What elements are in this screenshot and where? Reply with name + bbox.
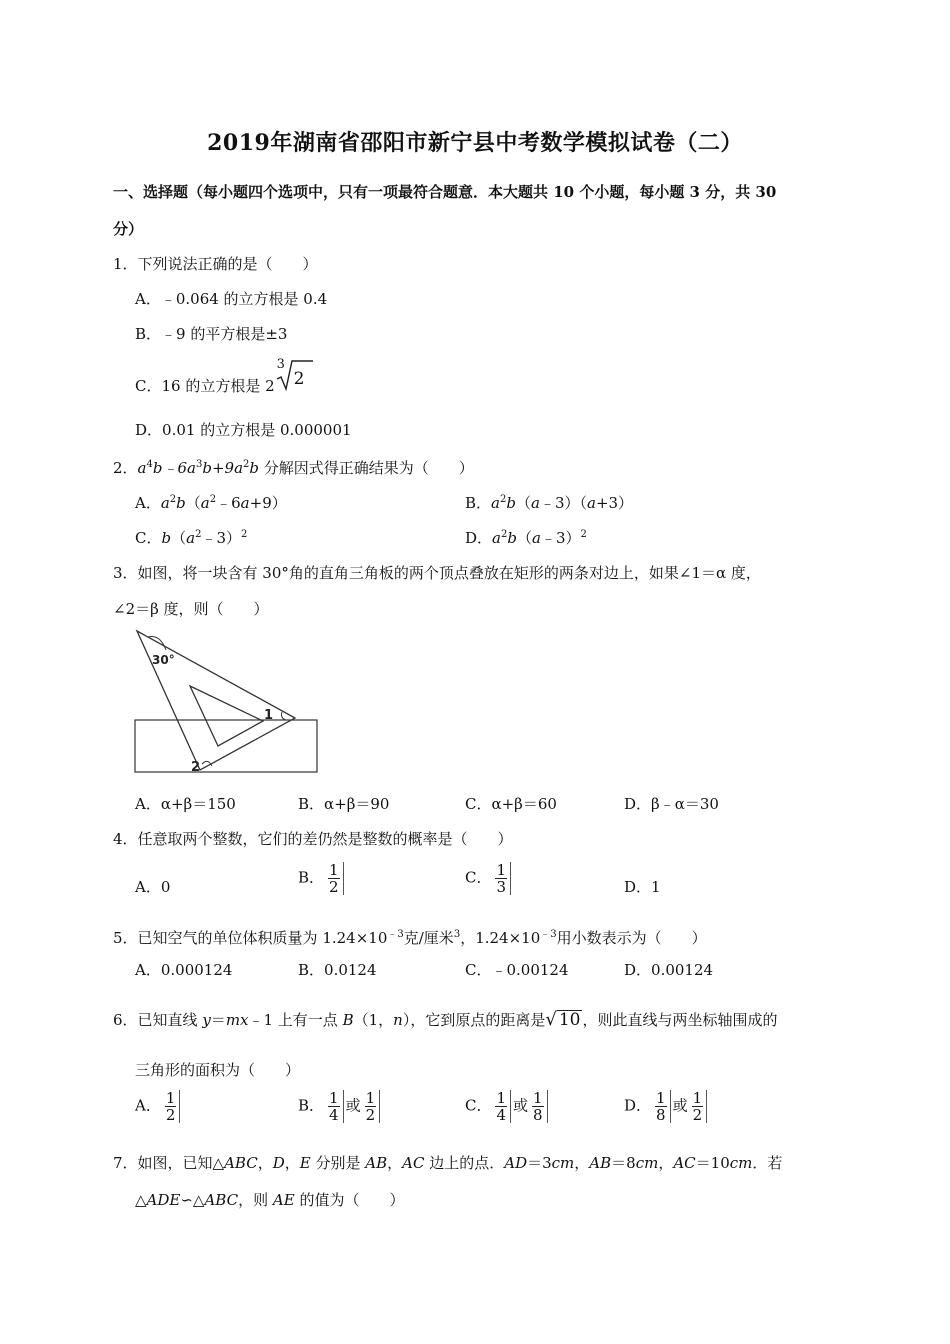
q1-option-a: A．﹣0.064 的立方根是 0.4 xyxy=(135,290,328,308)
rectangle-shape xyxy=(135,720,317,772)
q1-stem: 1．下列说法正确的是（ ） xyxy=(113,255,318,273)
q4-option-d: D．1 xyxy=(624,878,661,896)
q2-option-c: C．$b(a^2﹣3)^2$ xyxy=(135,529,248,547)
q6-option-a: A． $\frac{1}{2}$ xyxy=(135,1090,182,1123)
q4-option-a: A．0 xyxy=(135,878,171,896)
section-heading-cont: 分） xyxy=(113,220,144,238)
q6-stem-line1: 6．已知直线 y＝mx﹣1 上有一点 B（1，n），它到原点的距离是√ 10 ，则此直线与两坐标轴围成的 xyxy=(113,1009,778,1030)
cube-root-radicand: 2 xyxy=(293,369,305,389)
q5-option-b: B．0.0124 xyxy=(298,961,377,979)
q5-stem: 5．已知空气的单位体积质量为 $1.24\times 10^{﹣3}$克/厘米$^3$，$1.24\times 10^{﹣3}$用小数表示为（ ） xyxy=(113,929,707,947)
q5-option-d: D．0.00124 xyxy=(624,961,714,979)
fraction: $\frac{1}{2}$ xyxy=(690,1090,708,1123)
fraction: $\frac{1}{4}$ xyxy=(326,1090,344,1123)
section-heading: 一、选择题（每小题四个选项中，只有一项最符合题意．本大题共 10 个小题，每小题 3 分，共 30 xyxy=(113,183,777,201)
q4-stem: 4．任意取两个整数，它们的差仍然是整数的概率是（ ） xyxy=(113,830,513,848)
q5-option-c: C．﹣0.00124 xyxy=(465,961,569,979)
q4-option-c: C． $\frac{1}{3}$ xyxy=(465,862,513,895)
label-1: 1 xyxy=(264,708,274,723)
cube-root-index: 3 xyxy=(276,357,285,372)
fraction: $\frac{1}{3}$ xyxy=(493,862,511,895)
label-30: 30° xyxy=(152,653,175,667)
q5-option-a: A．0.000124 xyxy=(135,961,233,979)
q3-option-d: D．β﹣α＝30 xyxy=(624,795,719,813)
q7-stem-line1: 7．如图，已知△ABC，D，E 分别是 AB，AC 边上的点．AD＝3cm，AB＝8cm，AC＝10cm．若 xyxy=(113,1154,783,1172)
q3-option-c: C．α+β＝60 xyxy=(465,795,557,813)
q2-stem: 2．$a^4b﹣6a^3b+9a^2b$ 分解因式得正确结果为（ ） xyxy=(113,459,474,477)
q3-stem-line2: ∠2＝β 度，则（ ） xyxy=(113,600,269,618)
fraction: $\frac{1}{2}$ xyxy=(163,1090,181,1123)
q6-option-d: D． $\frac{1}{8}$ 或 $\frac{1}{2}$ xyxy=(624,1090,709,1123)
label-2: 2 xyxy=(191,760,201,775)
q6-stem-line2: 三角形的面积为（ ） xyxy=(135,1061,301,1079)
q4-option-b: B． $\frac{1}{2}$ xyxy=(298,862,346,895)
q2-option-b: B．$a^2b(a﹣3)(a+3)$ xyxy=(465,494,634,512)
sqrt-icon: √ xyxy=(545,1009,557,1030)
fraction: $\frac{1}{4}$ xyxy=(493,1090,511,1123)
fraction: $\frac{1}{2}$ xyxy=(326,862,344,895)
q7-stem-line2: △ADE∽△ABC，则 AE 的值为（ ） xyxy=(135,1191,405,1209)
q1-option-d: D．0.01 的立方根是 0.000001 xyxy=(135,421,352,439)
q3-option-b: B．α+β＝90 xyxy=(298,795,390,813)
q6-option-b: B． $\frac{1}{4}$ 或 $\frac{1}{2}$ xyxy=(298,1090,382,1123)
q1-option-b: B．﹣9 的平方根是±3 xyxy=(135,325,288,343)
fraction: $\frac{1}{8}$ xyxy=(530,1090,548,1123)
q6-option-c: C． $\frac{1}{4}$ 或 $\frac{1}{8}$ xyxy=(465,1090,550,1123)
cube-root-2 xyxy=(275,357,315,391)
angle-2-arc xyxy=(202,761,212,766)
page-title: 2019年湖南省邵阳市新宁县中考数学模拟试卷（二） xyxy=(207,130,743,156)
q2-option-a: A．$a^2b(a^2﹣6a+9)$ xyxy=(135,494,287,512)
q1-option-c-text: C．16 的立方根是 2 xyxy=(135,377,275,395)
fraction: $\frac{1}{2}$ xyxy=(363,1090,381,1123)
q3-stem-line1: 3．如图，将一块含有 30°角的直角三角板的两个顶点叠放在矩形的两条对边上，如果∠1＝α 度， xyxy=(113,564,761,582)
q3-figure xyxy=(130,628,325,778)
q2-option-d: D．$a^2b(a﹣3)^2$ xyxy=(465,529,587,547)
q1-option-c xyxy=(135,357,315,396)
fraction: $\frac{1}{8}$ xyxy=(653,1090,671,1123)
q3-option-a: A．α+β＝150 xyxy=(135,795,236,813)
triangle-outer xyxy=(137,631,295,770)
